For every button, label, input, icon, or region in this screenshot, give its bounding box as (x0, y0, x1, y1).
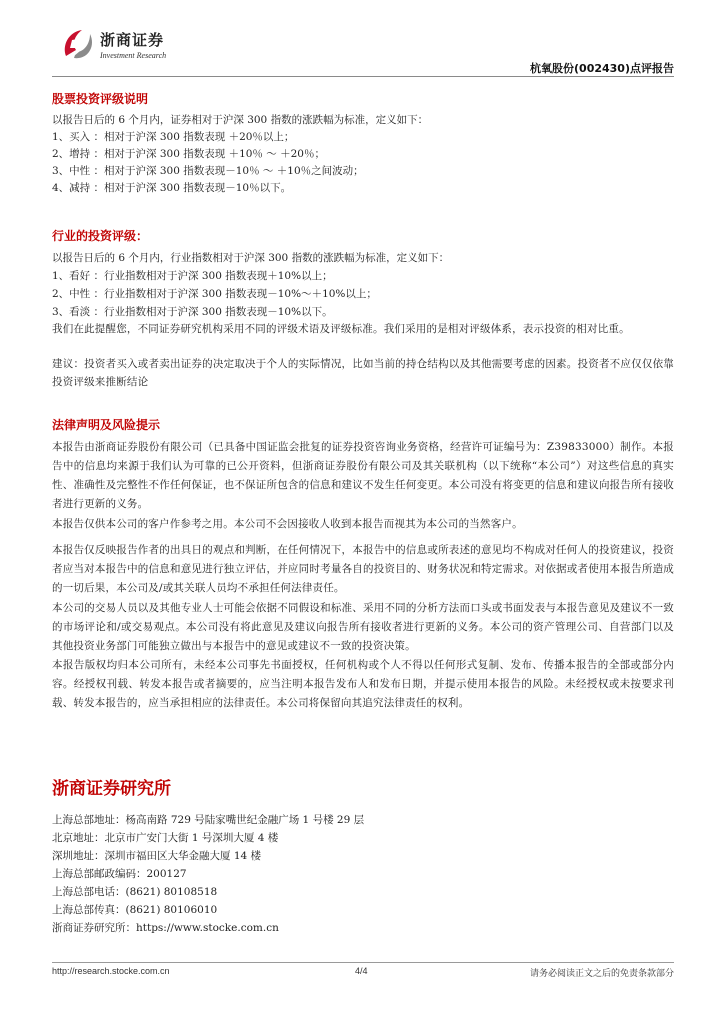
legal-paragraph: 本报告仅供本公司的客户作参考之用。本公司不会因接收人收到本报告而视其为本公司的当然客户。 (52, 518, 523, 530)
contact-line: 深圳地址：深圳市福田区大华金融大厦 14 楼 (52, 850, 262, 862)
institute-name: 浙商证券研究所 (52, 779, 171, 799)
industry-rating-item: 2、中性 ：行业指数相对于沪深 300 指数表现－10%～＋10%以上； (52, 288, 377, 300)
industry-rating-title: 行业的投资评级： (52, 229, 149, 243)
logo-subtext: Investment Research (100, 51, 167, 60)
stock-rating-title: 股票投资评级说明 (52, 92, 149, 106)
contact-line: 上海总部地址：杨高南路 729 号陆家嘴世纪金融广场 1 号楼 29 层 (52, 814, 365, 826)
industry-rating-item: 1、看好 ：行业指数相对于沪深 300 指数表现＋10%以上； (52, 270, 333, 282)
industry-rating-intro: 以报告日后的 6 个月内，行业指数相对于沪深 300 指数的涨跌幅为标准，定义如下： (52, 252, 450, 264)
industry-rating-advice: 建议：投资者买入或者卖出证券的决定取决于个人的实际情况，比如当前的持仓结构以及其他需要考虑的因素。投资者不应仅仅依靠投资评级来推断结论 (52, 358, 674, 388)
industry-rating-item: 3、看淡 ：行业指数相对于沪深 300 指数表现－10%以下。 (52, 306, 333, 318)
header-divider (52, 76, 674, 77)
stock-rating-intro: 以报告日后的 6 个月内，证券相对于沪深 300 指数的涨跌幅为标准，定义如下： (52, 114, 429, 126)
page-header (52, 18, 674, 74)
legal-title: 法律声明及风险提示 (52, 418, 161, 432)
legal-paragraph: 本报告仅反映报告作者的出具日的观点和判断，在任何情况下，本报告中的信息或所表述的意见均不构成对任何人的投资建议，投资者应当对本报告中的信息和意见进行独立评估，并应同时考量各自的投资目的、财务状况和特定需求。对依据或者使用本报告所造成的一切后果，本公司及/或其关联人员均不承担任何法律责任。 (52, 544, 674, 594)
stock-rating-item: 3、中性 ：相对于沪深 300 指数表现－10％ ～ ＋10％之间波动； (52, 165, 364, 177)
contact-line: 上海总部邮政编码：200127 (52, 868, 187, 880)
industry-rating-note: 我们在此提醒您，不同证券研究机构采用不同的评级术语及评级标准。我们采用的是相对评级体系，表示投资的相对比重。 (52, 323, 630, 335)
contact-line: 北京地址：北京市广安门大街 1 号深圳大厦 4 楼 (52, 832, 279, 844)
footer-url[interactable]: http://research.stocke.com.cn (52, 966, 170, 976)
disclaimer-notice: 请务必阅读正文之后的免责条款部分 (529, 969, 674, 979)
legal-paragraph: 本报告由浙商证券股份有限公司（已具备中国证监会批复的证券投资咨询业务资格，经营许可证编号为：Z39833000）制作。本报告中的信息均来源于我们认为可靠的已公开资料，但浙商证券股份有限公司及其关联机构（以下统称“本公司”）对这些信息的真实性、准确性及完整性不作任何保证，也不保证所包含的信息和建议不发生任何变更。本公司没有将变更的信息和建议向报告所有接收者进行更新的义务。 (52, 441, 674, 510)
contact-line: 浙商证券研究所：https://www.stocke.com.cn (52, 922, 279, 934)
contact-line: 上海总部电话：(8621) 80108518 (52, 886, 218, 898)
contact-line: 上海总部传真：(8621) 80106010 (52, 904, 218, 916)
page-number: 4/4 (355, 966, 368, 976)
report-title: 杭氧股份(002430)点评报告 (530, 62, 674, 75)
logo-text: 浙商证券 (100, 31, 165, 49)
legal-paragraph: 本报告版权均归本公司所有，未经本公司事先书面授权，任何机构或个人不得以任何形式复制、发布、传播本报告的全部或部分内容。经授权刊载、转发本报告或者摘要的，应当注明本报告发布人和发布日期，并提示使用本报告的风险。未经授权或未按要求刊载、转发本报告的，应当承担相应的法律责任。本公司将保留向其追究法律责任的权利。 (52, 659, 674, 709)
stock-rating-item: 4、减持 ：相对于沪深 300 指数表现－10％以下。 (52, 182, 292, 194)
footer-divider (52, 962, 674, 963)
stock-rating-item: 2、增持 ：相对于沪深 300 指数表现 ＋10％ ～ ＋20％； (52, 148, 325, 160)
zheshang-logo-icon (60, 26, 96, 64)
legal-paragraph: 本公司的交易人员以及其他专业人士可能会依据不同假设和标准、采用不同的分析方法而口头或书面发表与本报告意见及建议不一致的市场评论和/或交易观点。本公司没有将此意见及建议向报告所有接收者进行更新的义务。本公司的资产管理公司、自营部门以及其他投资业务部门可能独立做出与本报告中的意见或建议不一致的投资决策。 (52, 602, 674, 652)
stock-rating-item: 1、买入 ：相对于沪深 300 指数表现 ＋20％以上； (52, 131, 295, 143)
